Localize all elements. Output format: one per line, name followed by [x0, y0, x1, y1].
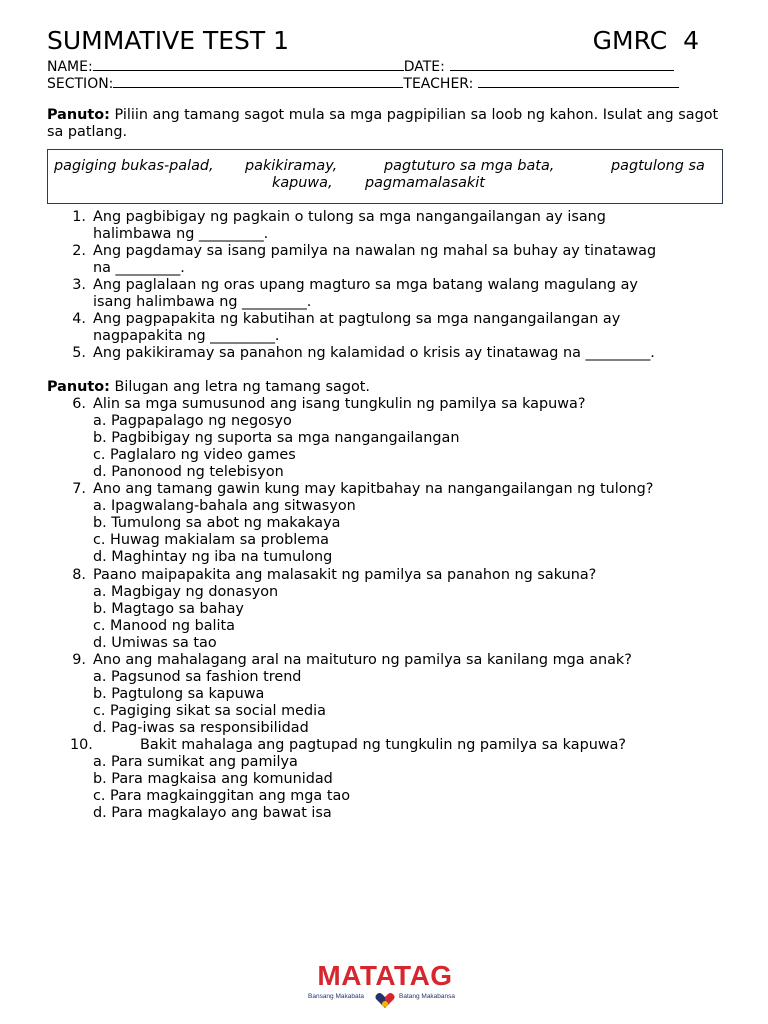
question-text: na _________.	[93, 260, 185, 276]
teacher-field[interactable]	[478, 74, 679, 88]
header	[47, 26, 699, 58]
matatag-logo	[306, 962, 464, 1012]
part2-directions	[47, 379, 727, 396]
choice-item: pakikiramay,	[245, 158, 338, 174]
question-number: 2.	[72, 243, 86, 259]
question-text: Ang pakikiramay sa panahon ng kalamidad o krisis ay tinatawag na _________.	[93, 345, 655, 361]
option-8a[interactable]: a. Magbigay ng donasyon	[93, 584, 279, 600]
question-number: 7.	[72, 481, 86, 497]
choice-item: pagtulong sa	[611, 158, 705, 174]
question-text: Ano ang mahalagang aral na maituturo ng pamilya sa kanilang mga anak?	[93, 652, 632, 668]
choice-item: pagiging bukas-palad,	[54, 158, 214, 174]
option-6c[interactable]: c. Paglalaro ng video games	[93, 447, 296, 463]
question-text: Paano maipapakita ang malasakit ng pamilya sa panahon ng sakuna?	[93, 567, 597, 583]
question-text: Ang pagdamay sa isang pamilya na nawalan ng mahal sa buhay ay tinatawag	[93, 243, 657, 259]
question-number: 3.	[72, 277, 86, 293]
name-label: NAME:	[47, 59, 93, 75]
option-8c[interactable]: c. Manood ng balita	[93, 618, 235, 634]
logo-tagline-right: Batang Makabansa	[399, 993, 456, 1000]
choice-item: pagtuturo sa mga bata,	[384, 158, 555, 174]
subject-label: GMRC 4	[592, 26, 699, 55]
name-field[interactable]	[93, 57, 404, 71]
question-number: 1.	[72, 209, 86, 225]
choice-item: pagmamalasakit	[365, 175, 485, 191]
question-number: 10.	[70, 737, 93, 753]
heart-hands-icon	[373, 991, 397, 1009]
directions-text: Piliin ang tamang sagot mula sa mga pagpipilian sa loob ng kahon. Isulat ang sagot sa patlang.	[47, 107, 719, 140]
part1-directions	[47, 107, 727, 141]
question-text: nagpapakita ng _________.	[93, 328, 280, 344]
option-8d[interactable]: d. Umiwas sa tao	[93, 635, 217, 651]
section-label: SECTION:	[47, 76, 114, 92]
option-9c[interactable]: c. Pagiging sikat sa social media	[93, 703, 326, 719]
logo-tagline-left: Bansang Makabata	[308, 993, 365, 1000]
question-number: 5.	[72, 345, 86, 361]
question-number: 9.	[72, 652, 86, 668]
option-7c[interactable]: c. Huwag makialam sa problema	[93, 532, 329, 548]
logo-wordmark: MATATAG	[317, 960, 453, 991]
date-label: DATE:	[403, 59, 445, 75]
option-6a[interactable]: a. Pagpapalago ng negosyo	[93, 413, 292, 429]
directions-text: Bilugan ang letra ng tamang sagot.	[109, 379, 370, 395]
question-text: Ang pagpapakita ng kabutihan at pagtulong sa mga nangangailangan ay	[93, 311, 621, 327]
question-text: Alin sa mga sumusunod ang isang tungkulin ng pamilya sa kapuwa?	[93, 396, 586, 412]
question-text: Ang paglalaan ng oras upang magturo sa mga batang walang magulang ay	[93, 277, 638, 293]
option-10c[interactable]: c. Para magkainggitan ang mga tao	[93, 788, 351, 804]
question-text: Bakit mahalaga ang pagtupad ng tungkulin ng pamilya sa kapuwa?	[140, 737, 627, 753]
question-number: 6.	[72, 396, 86, 412]
option-9a[interactable]: a. Pagsunod sa fashion trend	[93, 669, 302, 685]
choice-item: kapuwa,	[272, 175, 333, 191]
option-9b[interactable]: b. Pagtulong sa kapuwa	[93, 686, 265, 702]
option-7a[interactable]: a. Ipagwalang-bahala ang sitwasyon	[93, 498, 356, 514]
option-9d[interactable]: d. Pag-iwas sa responsibilidad	[93, 720, 309, 736]
option-7d[interactable]: d. Maghintay ng iba na tumulong	[93, 549, 333, 565]
option-8b[interactable]: b. Magtago sa bahay	[93, 601, 244, 617]
teacher-label: TEACHER:	[403, 76, 474, 92]
choices-box	[47, 149, 723, 204]
option-10d[interactable]: d. Para magkalayo ang bawat isa	[93, 805, 332, 821]
test-title: SUMMATIVE TEST 1	[47, 26, 290, 55]
directions-label: Panuto:	[47, 107, 110, 123]
question-text: Ano ang tamang gawin kung may kapitbahay na nangangailangan ng tulong?	[93, 481, 654, 497]
question-number: 4.	[72, 311, 86, 327]
section-teacher-row	[47, 74, 679, 93]
option-10a[interactable]: a. Para sumikat ang pamilya	[93, 754, 298, 770]
option-6d[interactable]: d. Panonood ng telebisyon	[93, 464, 284, 480]
question-number: 8.	[72, 567, 86, 583]
section-field[interactable]	[113, 74, 403, 88]
question-text: isang halimbawa ng _________.	[93, 294, 312, 310]
question-text: Ang pagbibigay ng pagkain o tulong sa mga nangangailangan ay isang	[93, 209, 606, 225]
directions-label: Panuto:	[47, 379, 110, 395]
option-7b[interactable]: b. Tumulong sa abot ng makakaya	[93, 515, 341, 531]
option-6b[interactable]: b. Pagbibigay ng suporta sa mga nangangailangan	[93, 430, 460, 446]
date-field[interactable]	[450, 57, 674, 71]
question-text: halimbawa ng _________.	[93, 226, 269, 242]
option-10b[interactable]: b. Para magkaisa ang komunidad	[93, 771, 333, 787]
